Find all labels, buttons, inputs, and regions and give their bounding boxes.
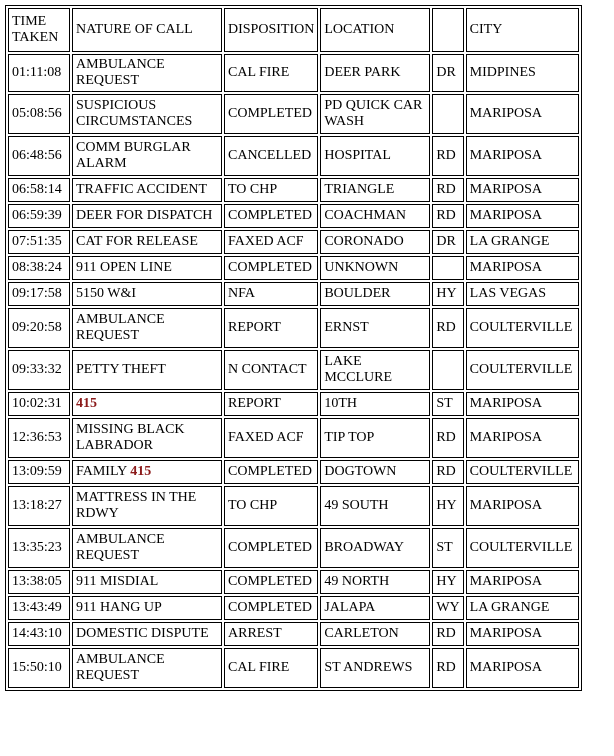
cell-disposition <box>224 94 318 134</box>
cell-nature-of-call <box>72 136 222 176</box>
cell-street-suffix-text: RD <box>436 660 456 675</box>
cell-disposition <box>224 648 318 688</box>
cell-location <box>320 136 430 176</box>
cell-city-text: COULTERVILLE <box>469 540 573 555</box>
cell-city <box>466 54 579 92</box>
table-row <box>8 486 579 526</box>
cell-city <box>466 648 579 688</box>
cell-street-suffix <box>432 570 463 594</box>
cell-nature-of-call-text: TRAFFIC ACCIDENT <box>76 182 208 197</box>
cell-time-taken <box>8 204 70 228</box>
cell-location <box>320 230 430 254</box>
cell-street-suffix <box>432 350 463 390</box>
header-time-taken: TIME TAKEN <box>8 8 70 52</box>
cell-street-suffix <box>432 648 463 688</box>
cell-nature-of-call <box>72 570 222 594</box>
cell-time-taken-text: 13:43:49 <box>12 600 62 615</box>
cell-city-text: MARIPOSA <box>469 106 543 121</box>
cell-time-taken <box>8 528 70 568</box>
cell-location-text: CORONADO <box>324 234 404 249</box>
cell-disposition <box>224 204 318 228</box>
cell-time-taken <box>8 392 70 416</box>
cell-disposition <box>224 230 318 254</box>
table-row <box>8 94 579 134</box>
cell-nature-of-call <box>72 94 222 134</box>
cell-city-text: MARIPOSA <box>469 626 543 641</box>
cell-city-text: COULTERVILLE <box>469 464 573 479</box>
cell-street-suffix <box>432 136 463 176</box>
cell-time-taken <box>8 648 70 688</box>
cell-nature-of-call <box>72 230 222 254</box>
cell-nature-of-call-text: MATTRESS IN THE RDWY <box>76 490 197 521</box>
cell-disposition-text: FAXED ACF <box>228 234 304 249</box>
cell-street-suffix-text: RD <box>436 148 456 163</box>
cell-city-text: COULTERVILLE <box>469 362 573 377</box>
cell-disposition-text: COMPLETED <box>228 540 312 555</box>
cell-nature-of-call-text: 911 MISDIAL <box>76 574 159 589</box>
cell-location <box>320 204 430 228</box>
cell-street-suffix-text: DR <box>436 65 456 80</box>
call-log-body <box>8 8 579 688</box>
cell-street-suffix <box>432 418 463 458</box>
cell-location-text: 49 NORTH <box>324 574 390 589</box>
cell-time-taken-text: 14:43:10 <box>12 626 62 641</box>
cell-time-taken <box>8 596 70 620</box>
cell-time-taken <box>8 486 70 526</box>
cell-time-taken-text: 06:59:39 <box>12 208 62 223</box>
cell-street-suffix <box>432 528 463 568</box>
cell-street-suffix-text: ST <box>436 540 453 555</box>
cell-location <box>320 94 430 134</box>
cell-time-taken-text: 10:02:31 <box>12 396 62 411</box>
cell-disposition <box>224 570 318 594</box>
cell-city <box>466 230 579 254</box>
cell-city <box>466 136 579 176</box>
cell-time-taken-text: 13:35:23 <box>12 540 62 555</box>
cell-disposition-text: CAL FIRE <box>228 660 290 675</box>
cell-nature-of-call <box>72 622 222 646</box>
cell-location-text: HOSPITAL <box>324 148 391 163</box>
header-street-suffix <box>432 8 463 52</box>
cell-street-suffix-text: RD <box>436 464 456 479</box>
cell-disposition <box>224 460 318 484</box>
cell-location <box>320 178 430 202</box>
cell-disposition-text: COMPLETED <box>228 464 312 479</box>
cell-nature-of-call <box>72 350 222 390</box>
cell-nature-of-call-text: AMBULANCE REQUEST <box>76 312 165 343</box>
cell-time-taken <box>8 136 70 176</box>
cell-nature-of-call <box>72 178 222 202</box>
table-row <box>8 136 579 176</box>
cell-disposition-text: TO CHP <box>228 498 278 513</box>
cell-disposition-text: REPORT <box>228 396 281 411</box>
cell-location <box>320 596 430 620</box>
cell-nature-of-call <box>72 486 222 526</box>
cell-disposition <box>224 418 318 458</box>
cell-time-taken <box>8 622 70 646</box>
cell-city <box>466 486 579 526</box>
cell-location <box>320 528 430 568</box>
cell-nature-of-call-text: COMM BURGLAR ALARM <box>76 140 191 171</box>
cell-time-taken <box>8 282 70 306</box>
cell-city-text: MIDPINES <box>469 65 536 80</box>
header-location: LOCATION <box>320 8 430 52</box>
cell-street-suffix-text: DR <box>436 234 456 249</box>
cell-city <box>466 282 579 306</box>
cell-time-taken-text: 09:33:32 <box>12 362 62 377</box>
table-row <box>8 308 579 348</box>
cell-disposition-text: CAL FIRE <box>228 65 290 80</box>
cell-street-suffix <box>432 230 463 254</box>
cell-time-taken-text: 01:11:08 <box>12 65 62 80</box>
cell-nature-of-call-text: 911 HANG UP <box>76 600 162 615</box>
cell-street-suffix-text: RD <box>436 320 456 335</box>
cell-nature-of-call <box>72 648 222 688</box>
cell-street-suffix <box>432 54 463 92</box>
cell-disposition <box>224 596 318 620</box>
cell-location <box>320 350 430 390</box>
cell-location-text: TIP TOP <box>324 430 375 445</box>
table-row <box>8 282 579 306</box>
cell-nature-of-call <box>72 418 222 458</box>
cell-location-text: LAKE MCCLURE <box>324 354 393 385</box>
cell-city-text: MARIPOSA <box>469 498 543 513</box>
cell-street-suffix-text: HY <box>436 574 457 589</box>
cell-street-suffix-text: RD <box>436 182 456 197</box>
cell-nature-of-call-text: CAT FOR RELEASE <box>76 234 198 249</box>
cell-disposition <box>224 178 318 202</box>
cell-disposition-text: COMPLETED <box>228 260 312 275</box>
cell-nature-of-call <box>72 282 222 306</box>
table-row <box>8 570 579 594</box>
table-row <box>8 256 579 280</box>
table-row <box>8 178 579 202</box>
cell-disposition <box>224 54 318 92</box>
cell-street-suffix <box>432 392 463 416</box>
cell-street-suffix-text: HY <box>436 498 457 513</box>
cell-location <box>320 418 430 458</box>
cell-time-taken <box>8 570 70 594</box>
cell-time-taken <box>8 230 70 254</box>
cell-nature-of-call <box>72 256 222 280</box>
cell-street-suffix <box>432 308 463 348</box>
cell-disposition-text: COMPLETED <box>228 106 312 121</box>
cell-location <box>320 486 430 526</box>
cell-disposition <box>224 308 318 348</box>
table-row <box>8 54 579 92</box>
cell-street-suffix <box>432 178 463 202</box>
table-row <box>8 622 579 646</box>
cell-nature-of-call <box>72 460 222 484</box>
cell-city-text: MARIPOSA <box>469 430 543 445</box>
cell-city-text: COULTERVILLE <box>469 320 573 335</box>
cell-time-taken-text: 08:38:24 <box>12 260 62 275</box>
cell-street-suffix-text: RD <box>436 626 456 641</box>
cell-time-taken-text: 06:48:56 <box>12 148 62 163</box>
cell-city <box>466 528 579 568</box>
cell-city-text: MARIPOSA <box>469 574 543 589</box>
cell-disposition-text: COMPLETED <box>228 574 312 589</box>
table-row <box>8 460 579 484</box>
cell-city <box>466 350 579 390</box>
cell-location-text: PD QUICK CAR WASH <box>324 98 423 129</box>
cell-location-text: BROADWAY <box>324 540 404 555</box>
cell-location <box>320 282 430 306</box>
cell-location-text: BOULDER <box>324 286 391 301</box>
header-nature-of-call: NATURE OF CALL <box>72 8 222 52</box>
cell-city <box>466 204 579 228</box>
cell-location-text: DEER PARK <box>324 65 401 80</box>
cell-location-text: UNKNOWN <box>324 260 399 275</box>
cell-location <box>320 54 430 92</box>
cell-disposition <box>224 528 318 568</box>
call-code-highlight: 415 <box>76 396 97 411</box>
cell-disposition <box>224 136 318 176</box>
cell-disposition-text: COMPLETED <box>228 208 312 223</box>
call-code-highlight: 415 <box>130 464 152 479</box>
table-row <box>8 528 579 568</box>
cell-location-text: TRIANGLE <box>324 182 395 197</box>
cell-nature-of-call-text: DEER FOR DISPATCH <box>76 208 213 223</box>
cell-nature-of-call-text: AMBULANCE REQUEST <box>76 57 165 88</box>
table-row <box>8 648 579 688</box>
cell-disposition-text: NFA <box>228 286 255 301</box>
cell-location <box>320 622 430 646</box>
cell-city-text: MARIPOSA <box>469 260 543 275</box>
cell-nature-of-call-text: PETTY THEFT <box>76 362 166 377</box>
cell-location-text: ERNST <box>324 320 369 335</box>
cell-street-suffix-text: ST <box>436 396 453 411</box>
call-log-table <box>5 5 582 691</box>
cell-nature-of-call <box>72 392 222 416</box>
cell-time-taken-text: 06:58:14 <box>12 182 62 197</box>
cell-street-suffix-text: WY <box>436 600 460 615</box>
cell-disposition-text: N CONTACT <box>228 362 307 377</box>
table-row <box>8 418 579 458</box>
table-row <box>8 204 579 228</box>
cell-disposition-text: FAXED ACF <box>228 430 304 445</box>
cell-city-text: MARIPOSA <box>469 182 543 197</box>
cell-street-suffix-text: RD <box>436 430 456 445</box>
cell-city <box>466 460 579 484</box>
cell-street-suffix <box>432 622 463 646</box>
cell-nature-of-call <box>72 54 222 92</box>
cell-time-taken <box>8 308 70 348</box>
cell-city <box>466 418 579 458</box>
cell-disposition-text: COMPLETED <box>228 600 312 615</box>
cell-time-taken-text: 09:20:58 <box>12 320 62 335</box>
cell-street-suffix <box>432 204 463 228</box>
cell-city <box>466 94 579 134</box>
cell-disposition-text: REPORT <box>228 320 281 335</box>
cell-street-suffix <box>432 460 463 484</box>
cell-disposition-text: TO CHP <box>228 182 278 197</box>
cell-time-taken-text: 05:08:56 <box>12 106 62 121</box>
cell-nature-of-call-text: MISSING BLACK LABRADOR <box>76 422 185 453</box>
cell-location <box>320 648 430 688</box>
cell-nature-of-call <box>72 204 222 228</box>
cell-location-text: DOGTOWN <box>324 464 397 479</box>
header-city: CITY <box>466 8 579 52</box>
cell-time-taken <box>8 418 70 458</box>
cell-time-taken <box>8 54 70 92</box>
cell-time-taken-text: 12:36:53 <box>12 430 62 445</box>
cell-time-taken-text: 13:38:05 <box>12 574 62 589</box>
header-disposition: DISPOSITION <box>224 8 318 52</box>
cell-disposition <box>224 622 318 646</box>
cell-city-text: MARIPOSA <box>469 660 543 675</box>
cell-street-suffix <box>432 94 463 134</box>
cell-city <box>466 596 579 620</box>
cell-time-taken <box>8 460 70 484</box>
cell-city-text: MARIPOSA <box>469 396 543 411</box>
cell-time-taken-text: 13:18:27 <box>12 498 62 513</box>
cell-city-text: MARIPOSA <box>469 148 543 163</box>
cell-city <box>466 392 579 416</box>
cell-nature-of-call-text: AMBULANCE REQUEST <box>76 652 165 683</box>
cell-city <box>466 622 579 646</box>
cell-street-suffix <box>432 596 463 620</box>
cell-city-text: LAS VEGAS <box>469 286 547 301</box>
cell-disposition-text: ARREST <box>228 626 282 641</box>
cell-street-suffix <box>432 256 463 280</box>
cell-city <box>466 178 579 202</box>
cell-city <box>466 308 579 348</box>
cell-street-suffix <box>432 282 463 306</box>
cell-disposition <box>224 256 318 280</box>
cell-location <box>320 392 430 416</box>
cell-city <box>466 256 579 280</box>
cell-nature-of-call-text: SUSPICIOUS CIRCUMSTANCES <box>76 98 193 129</box>
cell-city-text: MARIPOSA <box>469 208 543 223</box>
cell-disposition-text: CANCELLED <box>228 148 312 163</box>
cell-time-taken-text: 13:09:59 <box>12 464 62 479</box>
cell-location-text: CARLETON <box>324 626 399 641</box>
cell-location <box>320 460 430 484</box>
cell-time-taken-text: 09:17:58 <box>12 286 62 301</box>
cell-location-text: COACHMAN <box>324 208 407 223</box>
cell-location <box>320 570 430 594</box>
cell-disposition <box>224 282 318 306</box>
cell-location <box>320 256 430 280</box>
cell-city <box>466 570 579 594</box>
table-row <box>8 392 579 416</box>
cell-street-suffix-text: RD <box>436 208 456 223</box>
cell-location-text: JALAPA <box>324 600 376 615</box>
cell-time-taken <box>8 178 70 202</box>
cell-nature-of-call-text: AMBULANCE REQUEST <box>76 532 165 563</box>
cell-time-taken-text: 15:50:10 <box>12 660 62 675</box>
cell-disposition <box>224 392 318 416</box>
cell-location <box>320 308 430 348</box>
cell-disposition <box>224 350 318 390</box>
cell-location-text: 49 SOUTH <box>324 498 389 513</box>
table-row <box>8 350 579 390</box>
cell-time-taken <box>8 94 70 134</box>
cell-nature-of-call <box>72 308 222 348</box>
cell-nature-of-call-text: 911 OPEN LINE <box>76 260 172 275</box>
cell-nature-of-call-text: DOMESTIC DISPUTE <box>76 626 209 641</box>
cell-location-text: 10TH <box>324 396 358 411</box>
table-row <box>8 230 579 254</box>
cell-city-text: LA GRANGE <box>469 234 550 249</box>
header-row <box>8 8 579 52</box>
cell-time-taken-text: 07:51:35 <box>12 234 62 249</box>
cell-disposition <box>224 486 318 526</box>
cell-nature-of-call <box>72 596 222 620</box>
cell-time-taken <box>8 256 70 280</box>
cell-street-suffix <box>432 486 463 526</box>
cell-city-text: LA GRANGE <box>469 600 550 615</box>
cell-location-text: ST ANDREWS <box>324 660 413 675</box>
cell-nature-of-call-text: FAMILY <box>76 464 131 479</box>
cell-nature-of-call-text: 5150 W&I <box>76 286 137 301</box>
cell-nature-of-call <box>72 528 222 568</box>
cell-time-taken <box>8 350 70 390</box>
cell-street-suffix-text: HY <box>436 286 457 301</box>
table-row <box>8 596 579 620</box>
